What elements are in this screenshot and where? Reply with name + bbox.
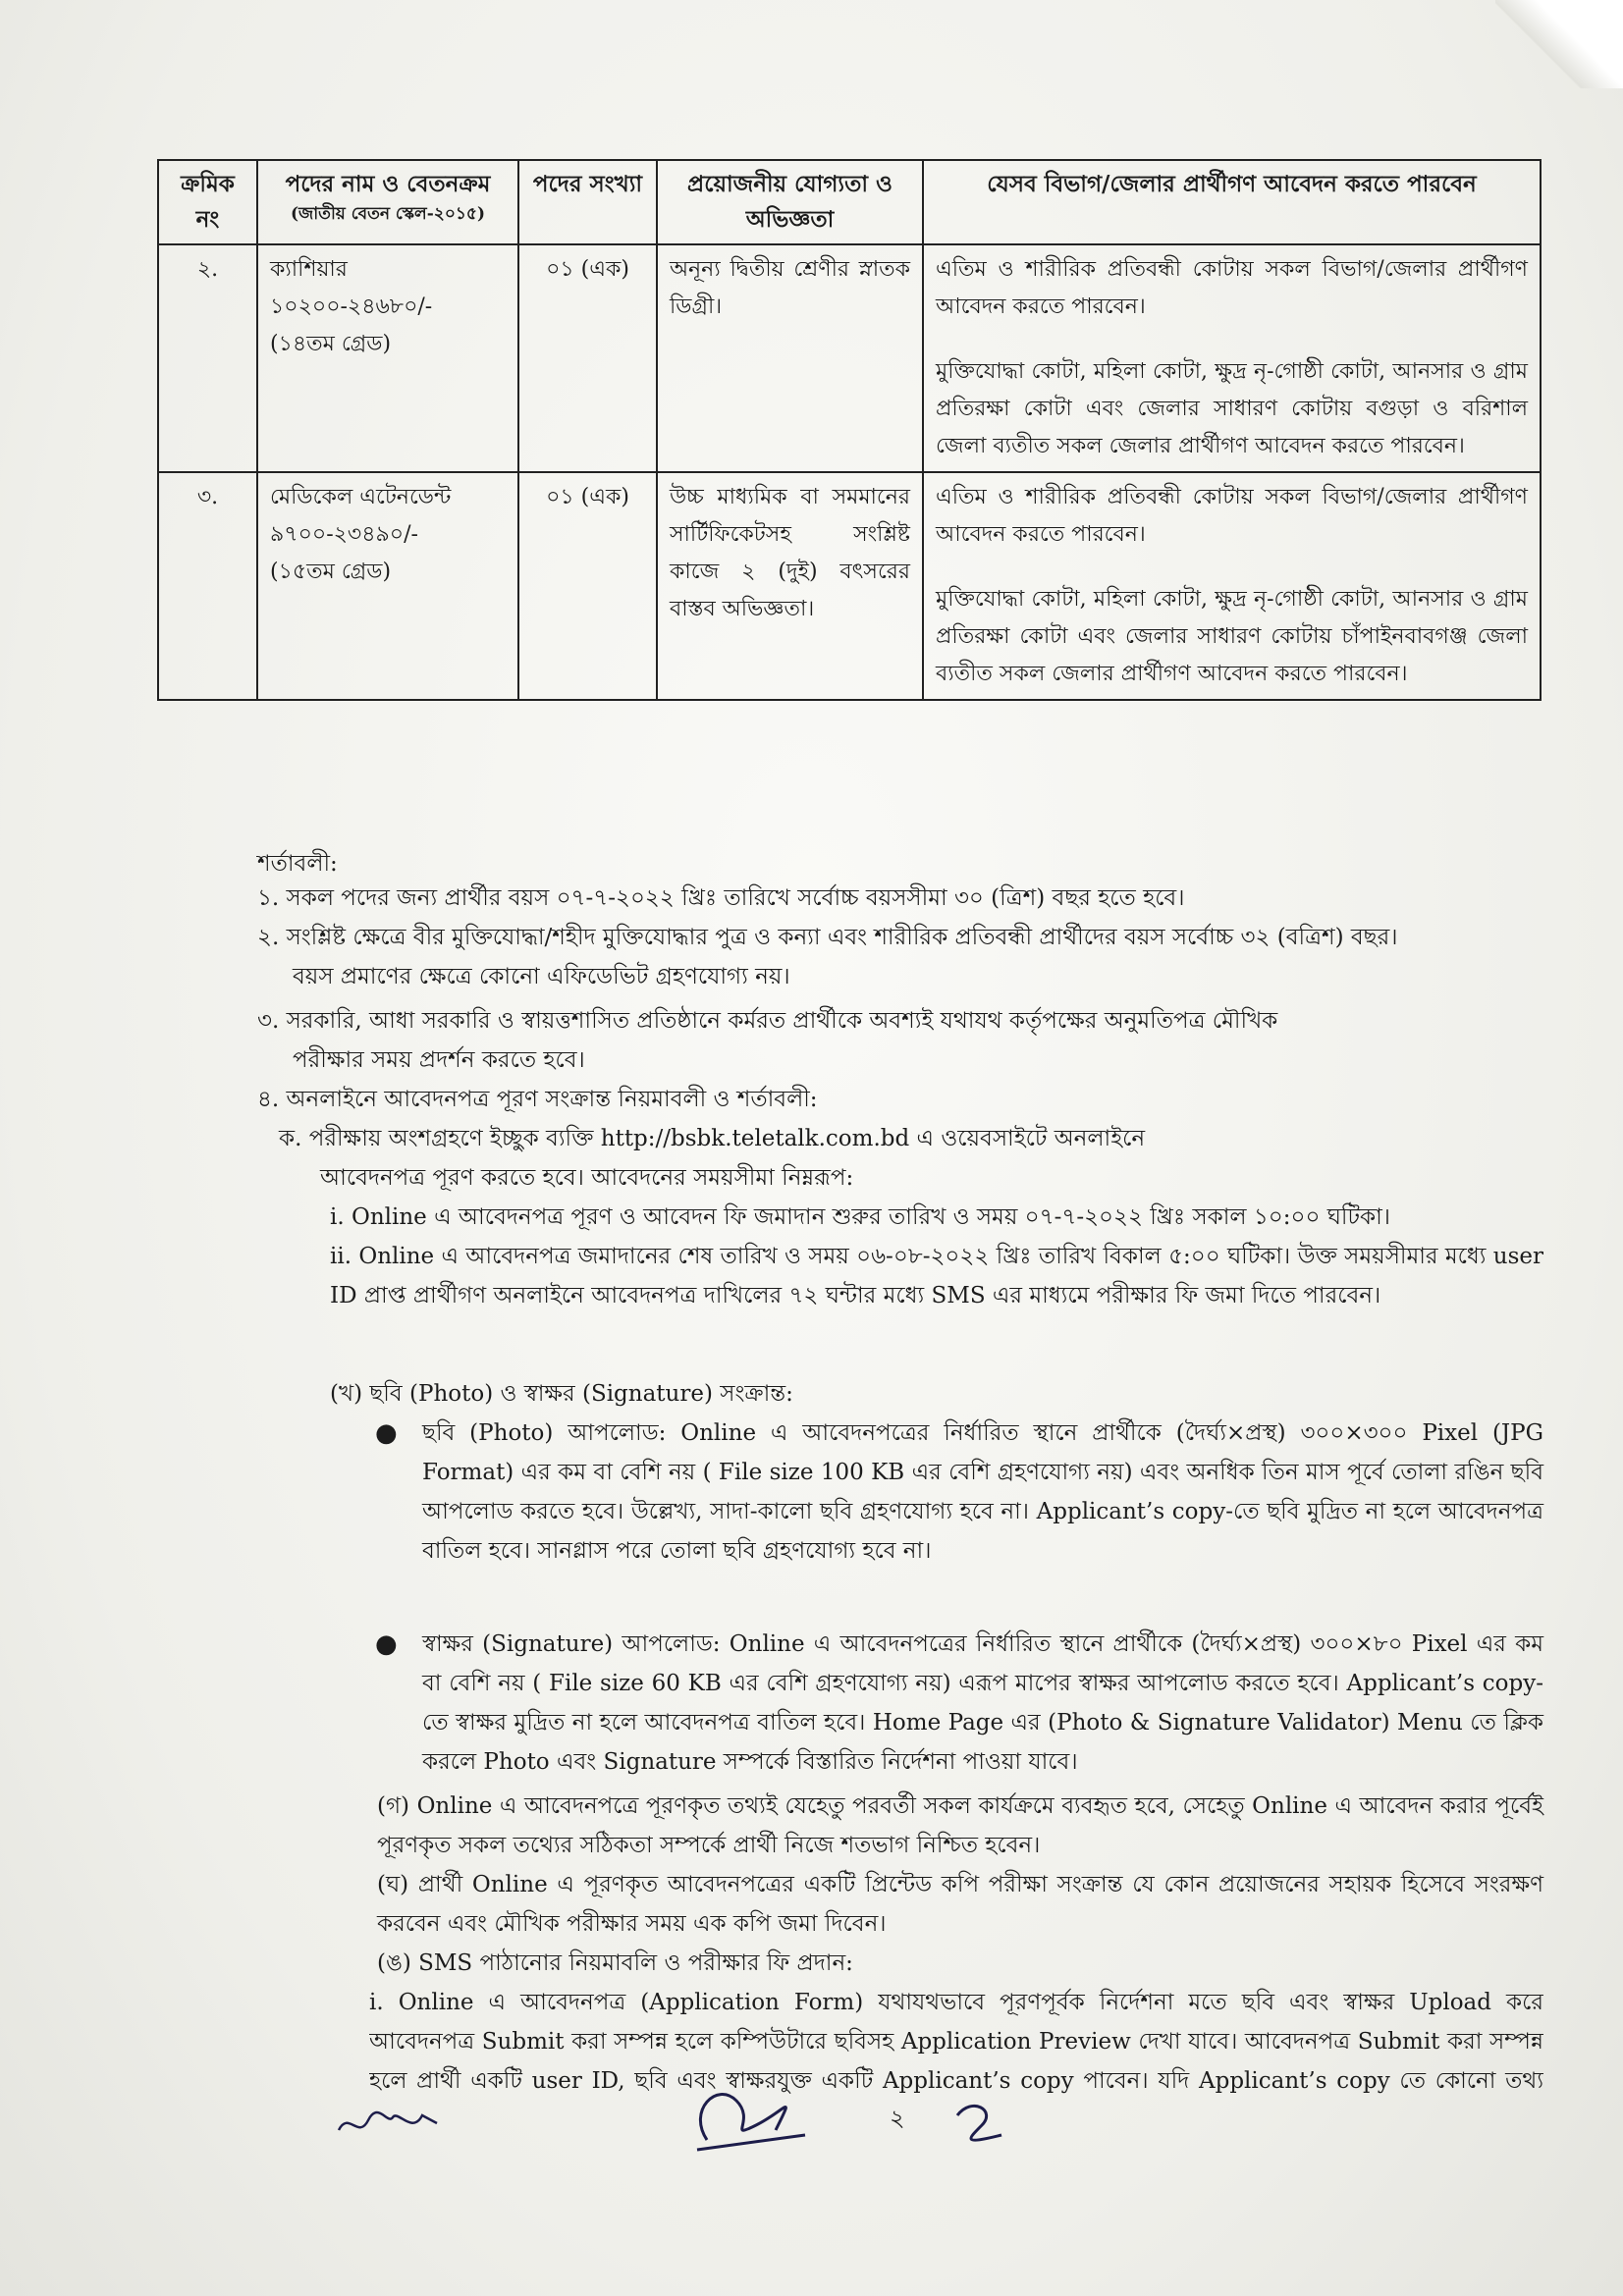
bullet-icon: ● xyxy=(375,1629,398,1659)
eligibility-general-quota: মুক্তিযোদ্ধা কোটা, মহিলা কোটা, ক্ষুদ্র নৃ-গোষ্ঠী কোটা, আনসার ও গ্রাম প্রতিরক্ষা কোটা এবং জেলার সাধারণ কোটায় বগুড়া ও বরিশাল জেলা ব্যতীত সকল জেলার প্রার্থীগণ আবেদন করতে পারবেন। xyxy=(936,359,1528,458)
header-post-name-label: পদের নাম ও বেতনক্রম xyxy=(285,171,491,197)
rule-ka-website: ক. পরীক্ষায় অংশগ্রহণে ইচ্ছুক ব্যক্তি http://bsbk.teletalk.com.bd এ ওয়েবসাইটে অনলাইনে xyxy=(279,1126,1146,1151)
row-qualification: অনূন্য দ্বিতীয় শ্রেণীর স্নাতক ডিগ্রী। xyxy=(657,244,923,472)
header-post-name xyxy=(257,160,518,244)
post-name: মেডিকেল এটেনডেন্ট xyxy=(270,485,452,509)
eligibility-general-quota: মুক্তিযোদ্ধা কোটা, মহিলা কোটা, ক্ষুদ্র নৃ-গোষ্ঠী কোটা, আনসার ও গ্রাম প্রতিরক্ষা কোটা এবং জেলার সাধারণ কোটায় চাঁপাইনবাবগঞ্জ জেলা ব্যতীত সকল জেলার প্রার্থীগণ আবেদন করতে পারবেন। xyxy=(936,587,1528,686)
row-qualification: উচ্চ মাধ্যমিক বা সমমানের সার্টিফিকেটসহ সংশ্লিষ্ট কাজে ২ (দুই) বৎসরের বাস্তব অভিজ্ঞতা। xyxy=(657,472,923,700)
row-eligibility xyxy=(923,472,1541,700)
initials-signature-1 xyxy=(334,2096,442,2145)
post-scale: ৯৭০০-২৩৪৯০/- xyxy=(270,522,418,547)
sms-step-i: i. Online এ আবেদনপত্র (Application Form) যথাযথভাবে পূরণপূর্বক নির্দেশনা মতে ছবি এবং স্বাক্ষর Upload করে আবেদনপত্র Submit করা সম্পন্ন হলে কম্পিউটারে ছবিসহ Application Preview দেখা যাবে। আবেদনপত্র Submit করা সম্পন্ন হলে প্রার্থী একটি user ID, ছবি এবং স্বাক্ষরযুক্ত একটি Applicant’s copy পাবেন। যদি Applicant’s copy তে কোনো তথ্য xyxy=(369,1990,1543,2094)
spacer xyxy=(936,326,1528,353)
timeline-start: i. Online এ আবেদনপত্র পূরণ ও আবেদন ফি জমাদান শুরুর তারিখ ও সময় ০৭-৭-২০২২ খ্রিঃ সকাল ১০:০০ ঘটিকা। xyxy=(330,1204,1391,1230)
table-row xyxy=(158,472,1541,700)
row-post xyxy=(257,472,518,700)
rule-kha-photo-signature: (খ) ছবি (Photo) ও স্বাক্ষর (Signature) সংক্রান্ত: xyxy=(330,1381,793,1407)
row-eligibility xyxy=(923,244,1541,472)
initials-signature-3 xyxy=(943,2091,1021,2150)
rule-ka-timeline: আবেদনপত্র পূরণ করতে হবে। আবেদনের সময়সীমা নিম্নরূপ: xyxy=(320,1165,854,1191)
rule-ga-accuracy: (গ) Online এ আবেদনপত্রে পূরণকৃত তথ্যই যেহেতু পরবর্তী সকল কার্যক্রমে ব্যবহৃত হবে, সেহেতু Online এ আবেদন করার পূর্বেই পূরণকৃত সকল তথ্যের সঠিকতা সম্পর্কে প্রার্থী নিজে শতভাগ নিশ্চিত হবেন। xyxy=(377,1793,1543,1858)
header-count: পদের সংখ্যা xyxy=(518,160,657,244)
timeline-end: ii. Online এ আবেদনপত্র জমাদানের শেষ তারিখ ও সময় ০৬-০৮-২০২২ খ্রিঃ তারিখ বিকাল ৫:০০ ঘটিকা। উক্ত সময়সীমার মধ্যে user ID প্রাপ্ত প্রার্থীগণ অনলাইনে আবেদনপত্র দাখিলের ৭২ ঘন্টার মধ্যে SMS এর মাধ্যমে পরীক্ষার ফি জমা দিতে পারবেন। xyxy=(330,1244,1543,1308)
header-qualification: প্রয়োজনীয় যোগ্যতা ও অভিজ্ঞতা xyxy=(657,160,923,244)
header-eligibility: যেসব বিভাগ/জেলার প্রার্থীগণ আবেদন করতে পারবেন xyxy=(923,160,1541,244)
condition-online-rules: ৪. অনলাইনে আবেদনপত্র পূরণ সংক্রান্ত নিয়মাবলী ও শর্তাবলী: xyxy=(257,1087,818,1112)
row-serial: ২. xyxy=(158,244,257,472)
header-serial: ক্রমিক নং xyxy=(158,160,257,244)
conditions-heading: শর্তাবলী: xyxy=(257,851,338,877)
page-number: ২ xyxy=(890,2105,905,2132)
condition-noc: ৩. সরকারি, আধা সরকারি ও স্বায়ত্তশাসিত প্রতিষ্ঠানে কর্মরত প্রার্থীকে অবশ্যই যথাযথ কর্তৃপক্ষের অনুমতিপত্র মৌখিক xyxy=(257,1008,1278,1034)
condition-age-limit: ১. সকল পদের জন্য প্রার্থীর বয়স ০৭-৭-২০২২ খ্রিঃ তারিখে সর্বোচ্চ বয়সসীমা ৩০ (ত্রিশ) বছর হতে হবে। xyxy=(257,885,1185,911)
rule-gha-printed-copy: (ঘ) প্রার্থী Online এ পূরণকৃত আবেদনপত্রের একটি প্রিন্টেড কপি পরীক্ষা সংক্রান্ত যে কোন প্রয়োজনের সহায়ক হিসেবে সংরক্ষণ করবেন এবং মৌখিক পরীক্ষার সময় এক কপি জমা দিবেন। xyxy=(377,1872,1543,1937)
spacer xyxy=(936,554,1528,581)
photo-upload-rule: ছবি (Photo) আপলোড: Online এ আবেদনপত্রের নির্ধারিত স্থানে প্রার্থীকে (দৈর্ঘ্য×প্রস্থ) ৩০০×৩০০ Pixel (JPG Format) এর কম বা বেশি নয় ( File size 100 KB এর বেশি গ্রহণযোগ্য নয়) এবং অনধিক তিন মাস পূর্বে তোলা রঙিন ছবি আপলোড করতে হবে। উল্লেখ্য, সাদা-কালো ছবি গ্রহণযোগ্য হবে না। Applicant’s copy-তে ছবি মুদ্রিত না হলে আবেদনপত্র বাতিল হবে। সানগ্লাস পরে তোলা ছবি গ্রহণযোগ্য হবে না। xyxy=(422,1420,1543,1564)
table-header-row xyxy=(158,160,1541,244)
eligibility-special-quota: এতিম ও শারীরিক প্রতিবন্ধী কোটায় সকল বিভাগ/জেলার প্রার্থীগণ আবেদন করতে পারবেন। xyxy=(936,257,1528,319)
header-scale-note: (জাতীয় বেতন স্কেল-২০১৫) xyxy=(291,204,485,224)
condition-age-affidavit: বয়স প্রমাণের ক্ষেত্রে কোনো এফিডেভিট গ্রহণযোগ্য নয়। xyxy=(293,964,790,989)
initials-signature-2 xyxy=(677,2071,825,2160)
rule-umo-sms: (ঙ) SMS পাঠানোর নিয়মাবলি ও পরীক্ষার ফি প্রদান: xyxy=(377,1950,853,1976)
post-grade: (১৫তম গ্রেড) xyxy=(270,560,392,584)
post-scale: ১০২০০-২৪৬৮০/- xyxy=(270,294,433,319)
row-count: ০১ (এক) xyxy=(518,472,657,700)
table-row xyxy=(158,244,1541,472)
condition-noc-cont: পরীক্ষার সময় প্রদর্শন করতে হবে। xyxy=(293,1047,585,1073)
eligibility-special-quota: এতিম ও শারীরিক প্রতিবন্ধী কোটায় সকল বিভাগ/জেলার প্রার্থীগণ আবেদন করতে পারবেন। xyxy=(936,485,1528,547)
condition-age-relaxation: ২. সংশ্লিষ্ট ক্ষেত্রে বীর মুক্তিযোদ্ধা/শহীদ মুক্তিযোদ্ধার পুত্র ও কন্যা এবং শারীরিক প্রতিবন্ধী প্রার্থীদের বয়স সর্বোচ্চ ৩২ (বত্রিশ) বছর। xyxy=(257,925,1398,950)
row-count: ০১ (এক) xyxy=(518,244,657,472)
signature-upload-rule: স্বাক্ষর (Signature) আপলোড: Online এ আবেদনপত্রের নির্ধারিত স্থানে প্রার্থীকে (দৈর্ঘ্য×প্রস্থ) ৩০০×৮০ Pixel এর কম বা বেশি নয় ( File size 60 KB এর বেশি গ্রহণযোগ্য নয়) এরূপ মাপের স্বাক্ষর আপলোড করতে হবে। Applicant’s copy-তে স্বাক্ষর মুদ্রিত না হলে আবেদনপত্র বাতিল হবে। Home Page এর (Photo & Signature Validator) Menu তে ক্লিক করলে Photo এবং Signature সম্পর্কে বিস্তারিত নির্দেশনা পাওয়া যাবে। xyxy=(422,1631,1543,1775)
posts-table xyxy=(157,159,1542,701)
row-post xyxy=(257,244,518,472)
post-name: ক্যাশিয়ার xyxy=(270,257,348,282)
bullet-icon: ● xyxy=(375,1418,398,1448)
row-serial: ৩. xyxy=(158,472,257,700)
post-grade: (১৪তম গ্রেড) xyxy=(270,332,392,356)
